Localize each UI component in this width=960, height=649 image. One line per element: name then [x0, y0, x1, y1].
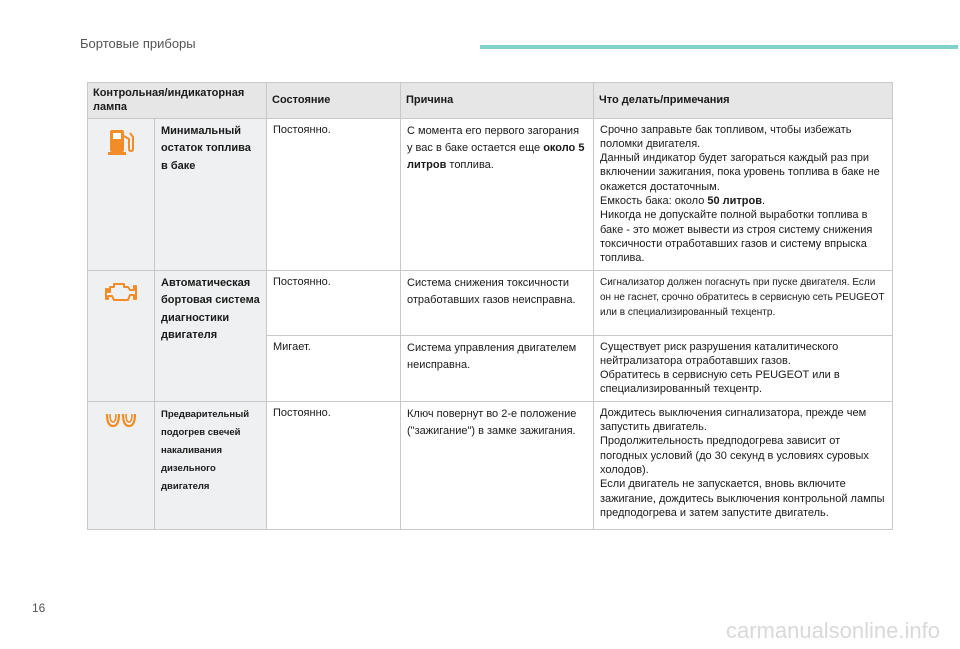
section-title: Бортовые приборы: [80, 36, 196, 51]
lamp-name: Автоматическая бортовая система диагностики двигателя: [155, 270, 267, 401]
table-row: [88, 270, 893, 335]
page-number: 16: [32, 601, 46, 615]
lamp-state: Мигает.: [267, 335, 401, 401]
column-header-state: Состояние: [267, 83, 401, 119]
lamp-name: Минимальный остаток топлива в баке: [155, 118, 267, 270]
lamp-state: Постоянно.: [267, 401, 401, 529]
lamp-state: Постоянно.: [267, 270, 401, 335]
cause-text-end: топлива.: [446, 158, 494, 171]
lamp-action: [594, 118, 893, 270]
lamp-state: Постоянно.: [267, 118, 401, 270]
action-line: Обратитесь в сервисную сеть PEUGEOT или в специализированный техцентр.: [600, 369, 840, 396]
column-header-cause: Причина: [401, 83, 594, 119]
action-line: Существует риск разрушения каталитического нейтрализатора отработавших газов.: [600, 340, 839, 367]
action-text-end: .: [762, 195, 766, 208]
lamp-action: [594, 335, 893, 401]
action-line: Никогда не допускайте полной выработки топлива в баке - это может вывести из строя систему снижения токсичности отработавших газов и систему впрыска топлива.: [600, 209, 873, 265]
action-line: Продолжительность предподогрева зависит от погодных условий (до 30 секунд в условиях суровых холодов).: [600, 435, 869, 476]
table-header-row: [88, 83, 893, 119]
cause-highlight: около 5 литров: [407, 141, 585, 171]
action-highlight: 50 литров: [707, 195, 763, 208]
lamp-cause: Система снижения токсичности отработавших газов неисправна.: [401, 270, 594, 335]
lamp-cause: [401, 118, 594, 270]
header-accent-bar: [480, 45, 958, 49]
lamp-action: [594, 401, 893, 529]
table-row: [88, 401, 893, 529]
warning-lamps-table: [87, 82, 893, 530]
glow-plug-icon: [94, 410, 148, 430]
lamp-icon-cell: [88, 118, 155, 270]
column-header-action: Что делать/примечания: [594, 83, 893, 119]
column-header-lamp: Контрольная/индикаторная лампа: [88, 83, 267, 119]
engine-icon: [94, 279, 148, 305]
action-text: Емкость бака: около: [600, 195, 708, 208]
action-line: Данный индикатор будет загораться каждый раз при включении зажигания, пока уровень топлива в баке не окажется достаточным.: [600, 152, 880, 193]
action-line: Если двигатель не запускается, вновь включите зажигание, дождитесь выключения контрольной лампы предподогрева и затем запустите двигатель.: [600, 478, 885, 519]
action-line: Дождитесь выключения сигнализатора, прежде чем запустить двигатель.: [600, 406, 867, 434]
fuel-pump-icon: [94, 127, 148, 157]
lamp-action: Сигнализатор должен погаснуть при пуске двигателя. Если он не гаснет, срочно обратитесь в сервисную сеть PEUGEOT или в специализированный техцентр.: [594, 270, 893, 335]
action-line: [600, 194, 886, 208]
lamp-cause: Система управления двигателем неисправна.: [401, 335, 594, 401]
lamp-cause: Ключ повернут во 2-е положение ("зажигание") в замке зажигания.: [401, 401, 594, 529]
cause-text: С момента его первого загорания у вас в баке остается еще: [407, 124, 580, 154]
lamp-name: Предварительный подогрев свечей накаливания дизельного двигателя: [155, 401, 267, 529]
table-row: [88, 118, 893, 270]
lamp-icon-cell: [88, 270, 155, 401]
lamp-icon-cell: [88, 401, 155, 529]
watermark: carmanualsonline.info: [725, 618, 940, 643]
action-line: Срочно заправьте бак топливом, чтобы избежать поломки двигателя.: [600, 123, 852, 150]
